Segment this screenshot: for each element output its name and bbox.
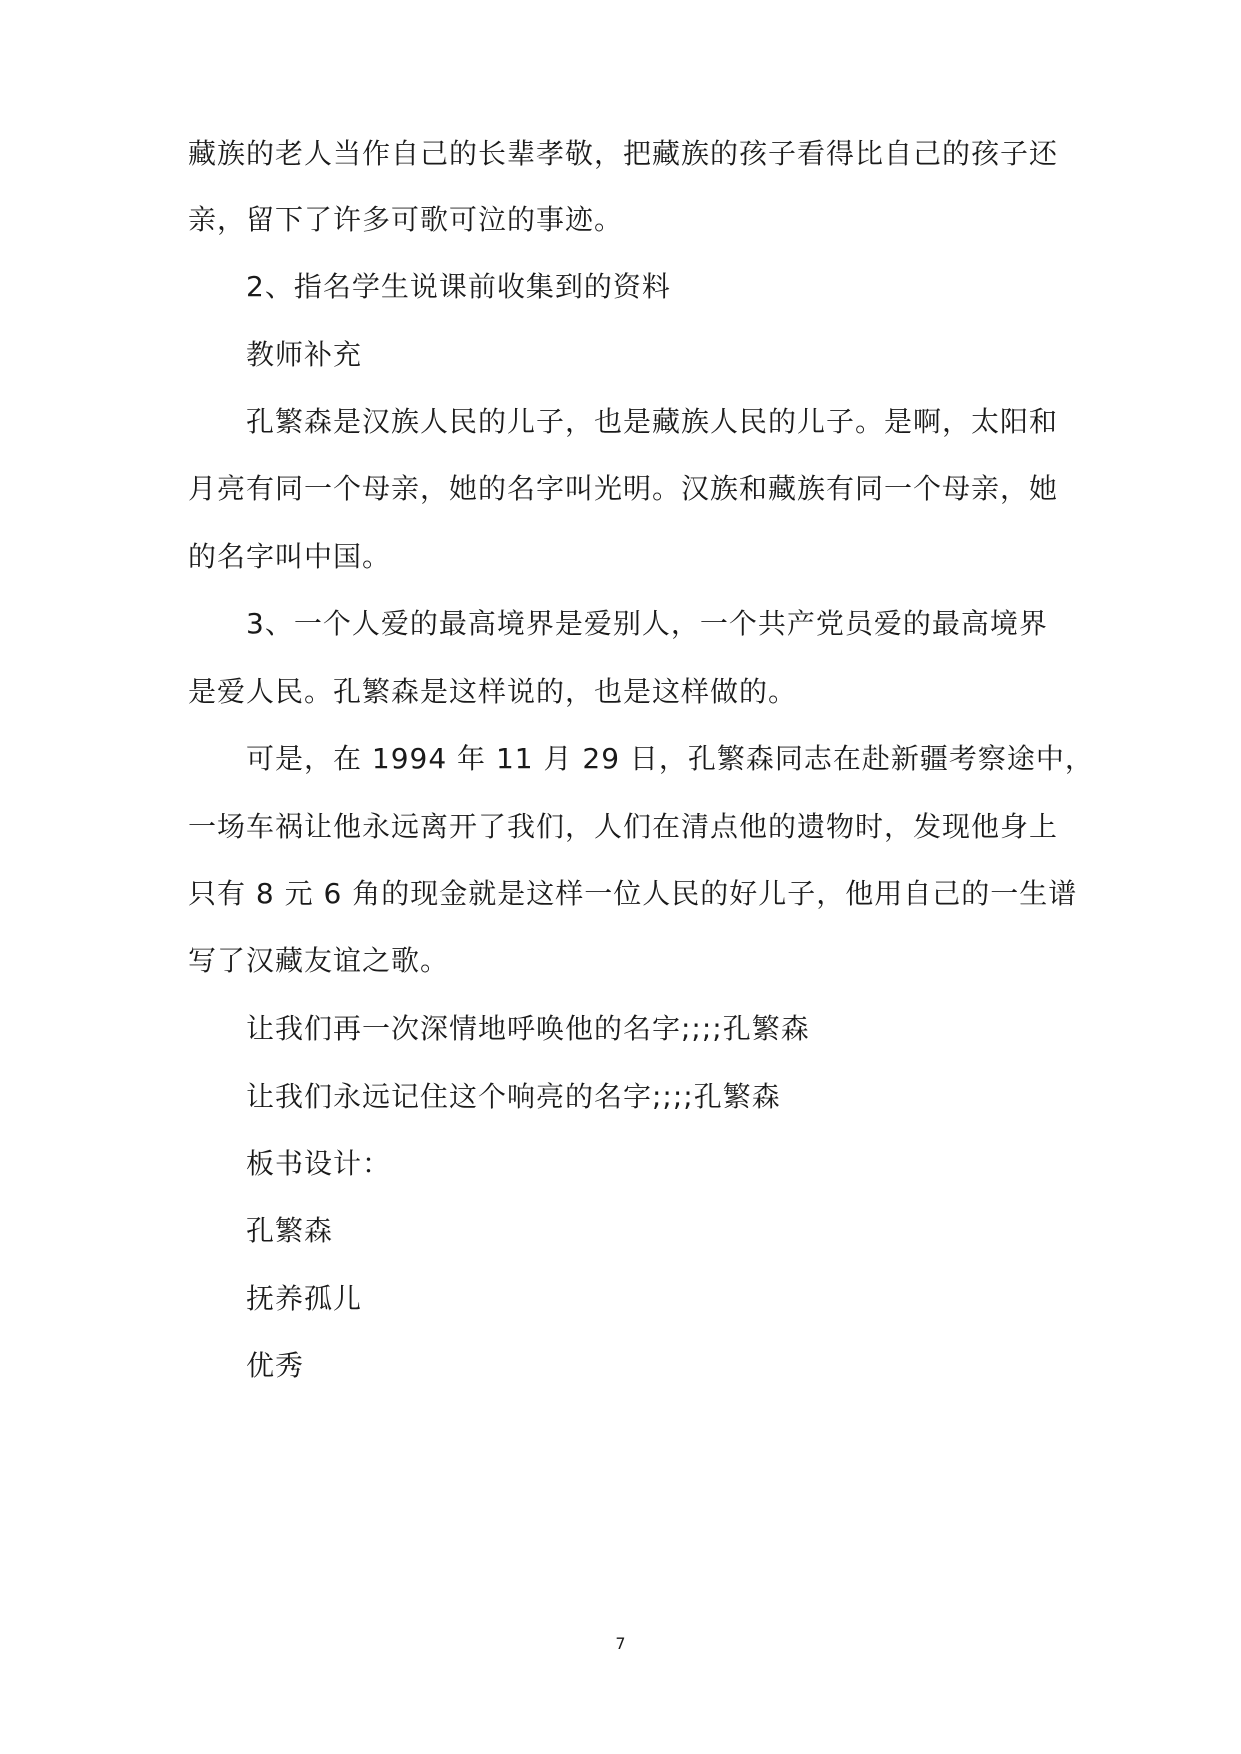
paragraph-line: 藏族的老人当作自己的长辈孝敬，把藏族的孩子看得比自己的孩子还 xyxy=(188,137,1059,170)
paragraph-line: 孔繁森 xyxy=(246,1214,334,1247)
paragraph-line: 只有 8 元 6 角的现金就是这样一位人民的好儿子，他用自己的一生谱 xyxy=(188,877,1078,910)
paragraph-line: 可是，在 1994 年 11 月 29 日，孔繁森同志在赴新疆考察途中， xyxy=(246,742,1094,775)
paragraph-line: 写了汉藏友谊之歌。 xyxy=(188,944,450,977)
paragraph-line: 3、一个人爱的最高境界是爱别人，一个共产党员爱的最高境界 xyxy=(246,607,1048,640)
paragraph-line: 是爱人民。孔繁森是这样说的，也是这样做的。 xyxy=(188,675,798,708)
page-number: 7 xyxy=(615,1634,626,1653)
paragraph-line: 的名字叫中国。 xyxy=(188,540,392,573)
paragraph-line: 板书设计： xyxy=(246,1147,392,1180)
paragraph-line: 让我们永远记住这个响亮的名字;;;;孔繁森 xyxy=(246,1080,781,1113)
paragraph-line: 一场车祸让他永远离开了我们，人们在清点他的遗物时，发现他身上 xyxy=(188,810,1059,843)
paragraph-line: 教师补充 xyxy=(246,338,363,371)
paragraph-line: 抚养孤儿 xyxy=(246,1282,363,1315)
paragraph-line: 让我们再一次深情地呼唤他的名字;;;;孔繁森 xyxy=(246,1012,810,1045)
paragraph-line: 2、指名学生说课前收集到的资料 xyxy=(246,270,671,303)
paragraph-line: 月亮有同一个母亲，她的名字叫光明。汉族和藏族有同一个母亲，她 xyxy=(188,472,1059,505)
paragraph-line: 优秀 xyxy=(246,1349,305,1382)
paragraph-line: 孔繁森是汉族人民的儿子，也是藏族人民的儿子。是啊，太阳和 xyxy=(246,405,1059,438)
paragraph-line: 亲，留下了许多可歌可泣的事迹。 xyxy=(188,203,624,236)
